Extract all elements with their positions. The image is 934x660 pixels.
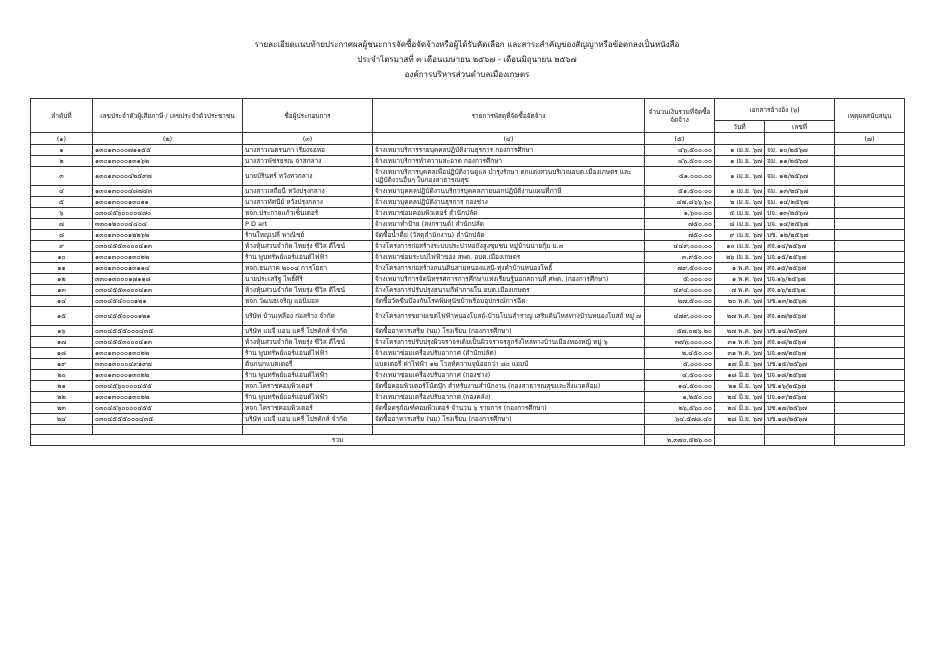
row-docno: บซ. ๑๒/๒๕๖๗ (765, 230, 835, 241)
table-row (31, 392, 905, 403)
table-row (31, 359, 905, 370)
row-date: ๑ เม.ย. ๖๗ (715, 186, 765, 197)
row-amount: ๒๖,๕๖๐.๐๐ (645, 403, 715, 414)
row-no: ๑๑ (31, 263, 93, 274)
row-no: ๔ (31, 186, 93, 197)
row-vendor: ร้าน พูนทรัพย์แอร์แอนด์ไฟฟ้า (243, 392, 373, 403)
row-amount: ๔,๕๐๐.๐๐ (645, 370, 715, 381)
row-docno: จม. ๑๐/๒๕๖๗ (765, 145, 835, 156)
row-docno: บจ.๑๙/๒๕๖๗ (765, 392, 835, 403)
row-taxid: ๑๓๐๑๓๐๐๐๑๓๑๑๔ (93, 263, 243, 274)
row-no: ๒๒ (31, 392, 93, 403)
row-amount: ๔๔๙,๐๐๐.๐๐ (645, 241, 715, 252)
row-reason (835, 296, 905, 307)
row-no: ๙ (31, 241, 93, 252)
row-item: จัดซื้อครุภัณฑ์คอมพิวเตอร์ จำนวน ๖ รายการ (กองการศึกษา) (373, 403, 645, 414)
row-amount: ๕๗,๐๗๖.๒๐ (645, 326, 715, 337)
row-item: จ้างโครงการปรับปรุงผิวจราจรเดิมเป็นผิวจราจรลูกรังไหล่ทางบ้านเมืองทองหญ้ หมู่ ๖ (373, 337, 645, 348)
table-row (31, 263, 905, 274)
row-no: ๒๐ (31, 370, 93, 381)
col-amount-header: จำนวนเงินรวมที่จัดซื้อจัดจ้าง (645, 99, 715, 133)
row-no: ๑๔ (31, 296, 93, 307)
row-date: ๒๖ เม.ย. ๖๗ (715, 252, 765, 263)
row-item: จัดซื้อน้ำดื่ม (วัสดุสำนักงาน) สำนักปลัด (373, 230, 645, 241)
col-docno-header: เลขที่ (765, 121, 835, 133)
row-docno: สจ.๑๖/๒๕๖๗ (765, 285, 835, 296)
row-date: ๓๑ พ.ค. ๖๗ (715, 348, 765, 359)
row-date: ๒๗ พ.ค. ๖๗ (715, 307, 765, 326)
col-taxid-number: (๒) (93, 133, 243, 145)
col-docref-header: เอกสารอ้างอิง (๖) (715, 99, 835, 121)
row-taxid: ๐๓๐๔๕๖๐๐๐๐๔๕๕ (93, 381, 243, 392)
row-amount: ๗๙,๕๐๐.๐๐ (645, 263, 715, 274)
row-vendor: หจก.วัฒนธเจริญ แอนิมอล (243, 296, 373, 307)
row-vendor: ร้าน พูนทรัพย์แอร์แอนด์ไฟฟ้า (243, 348, 373, 359)
row-date: ๑๐ เม.ย. ๖๗ (715, 241, 765, 252)
row-reason (835, 230, 905, 241)
row-taxid: ๐๓๐๔๕๔๐๐๐๑๒๑ (93, 296, 243, 307)
row-amount: ๖๔,๕๗๘.๔๐ (645, 414, 715, 425)
row-taxid: ๑๓๐๑๓๐๐๐๑๒๒๖๒ (93, 230, 243, 241)
row-vendor: ห้างหุ้นส่วนจำกัด ไทยรุ่ง ซีวิล ดีไซน์ (243, 285, 373, 296)
row-vendor: นางสาวเนตรนภา เรียงจอหอ (243, 145, 373, 156)
row-item: จ้างเหมาซ่อมเครื่องปรับอากาศ (กองช่าง) (373, 370, 645, 381)
row-taxid: ๓๓๐๑๓๐๐๐๔๙๑๙๗ (93, 359, 243, 370)
doc-title: รายละเอียดแนบท้ายประกาศผลผู้ชนะการจัดซื้อจัดจ้างหรือผู้ได้รับคัดเลือก และสาระสำคัญของสัญญาหรือข้อตกลงเป็นหนังสือ (254, 40, 680, 49)
table-row (31, 241, 905, 252)
table-row (31, 197, 905, 208)
row-taxid: ๐๓๐๔๕๕๐๐๐๐๑๒๑ (93, 307, 243, 326)
row-item: จ้างเหมาบริการรายบุคคลปฏิบัติงานธุรการ กองการศึกษา (373, 145, 645, 156)
col-reason-number: (๗) (835, 133, 905, 145)
row-docno: จม. ๑๓/๒๕๖๗ (765, 186, 835, 197)
row-date: ๒ เม.ย. ๖๗ (715, 197, 765, 208)
table-row (31, 285, 905, 296)
row-docno: จม. ๑๒/๒๕๖๗ (765, 167, 835, 186)
row-no: ๑๖ (31, 326, 93, 337)
row-docno: สจ.๑๘/๒๕๖๗ (765, 337, 835, 348)
row-date: ๙ เม.ย. ๖๗ (715, 230, 765, 241)
row-date: ๗ พ.ค. ๖๗ (715, 285, 765, 296)
row-reason (835, 370, 905, 381)
table-row (31, 403, 905, 414)
row-no: ๗ (31, 219, 93, 230)
row-item: จัดซื้ออาหารเสริม (นม) โรงเรียน (กองการศึกษา) (373, 414, 645, 425)
row-no: ๒๓ (31, 403, 93, 414)
row-item: จัดซื้อวัคซีนป้องกันโรคพิษสุนัขบ้าพร้อมอุปกรณ์การฉีด (373, 296, 645, 307)
row-taxid: ๐๓๐๔๕๖๐๐๐๐๔๕๕ (93, 403, 243, 414)
col-reason-header: เหตุผลสนับสนุน (835, 99, 905, 133)
row-item: จ้างเหมาซ่อมคอมพิวเตอร์ สำนักปลัด (373, 208, 645, 219)
row-docno: บจ.๑๗/๒๕๖๗ (765, 348, 835, 359)
row-vendor: P D art (243, 219, 373, 230)
row-taxid: ๑๓๐๑๓๐๐๐๑๓๐๑๑ (93, 197, 243, 208)
row-docno: บจ. ๑๔/๒๕๖๗ (765, 219, 835, 230)
row-reason (835, 197, 905, 208)
row-reason (835, 348, 905, 359)
row-taxid: ๓๓๐๑๓๐๐๐๑๗๑๑๘ (93, 274, 243, 285)
row-taxid: ๑๓๐๑๓๐๐๐๔๒๕๙๗ (93, 167, 243, 186)
total-amount: ๒,๓๗๐,๕๒๖.๐๐ (645, 435, 715, 446)
row-no: ๒๔ (31, 414, 93, 425)
row-docno: สจ.๑๔/๒๕๖๗ (765, 241, 835, 252)
table-row (31, 156, 905, 167)
row-docno: บจ.๑๖/๒๕๖๗ (765, 274, 835, 285)
procurement-table (30, 98, 905, 446)
row-vendor: นายประเสริฐ โพธิ์ศิริ (243, 274, 373, 285)
row-reason (835, 414, 905, 425)
table-row (31, 370, 905, 381)
row-reason (835, 381, 905, 392)
row-amount: ๕๑,๕๐๐.๐๐ (645, 186, 715, 197)
row-docno: บซ.๑๕/๒๕๖๗ (765, 359, 835, 370)
table-body (31, 145, 905, 425)
row-amount: ๗๕๐.๐๐ (645, 219, 715, 230)
row-item: จ้างโครงการปรับปรุงสนามกีฬาภายใน อบต.เมืองเกษตร (373, 285, 645, 296)
row-taxid: ๑๓๐๑๓๐๐๐๑๓๐๒๒ (93, 370, 243, 381)
row-docno: บจ. ๑๓/๒๕๖๗ (765, 208, 835, 219)
row-item: จ้างโครงการก่อสร้างถนนดินสายหนองแสนิ-ทุ่งคำบ้านหนองโพธิ์ (373, 263, 645, 274)
row-vendor: หจก.โคราชคอมพิวเตอร์ (243, 403, 373, 414)
row-reason (835, 359, 905, 370)
row-date: ๒๗ พ.ค. ๖๗ (715, 326, 765, 337)
row-docno: สจ.๑๕/๒๕๖๗ (765, 263, 835, 274)
row-item: จ้างเหมาบริการบุคคลเพื่อปฏิบัติงานดูแล บำรุงรักษา ตกแต่งสวนบริเวณอบต.เมืองเกษตร และปฏิบัติงานอื่นๆ ในกองสาธารณสุข (373, 167, 645, 186)
row-reason (835, 307, 905, 326)
row-docno: บซ.๑๘/๒๕๖๗ (765, 414, 835, 425)
row-vendor: หจก.ประกายแก้วเซ็นเตอร์ (243, 208, 373, 219)
row-no: ๖ (31, 208, 93, 219)
row-vendor: ร้าน พูนทรัพย์แอร์แอนด์ไฟฟ้า (243, 370, 373, 381)
row-vendor: หจก.ธนภาค ๒๐๐๔ การโยธา (243, 263, 373, 274)
col-no-number: (๑) (31, 133, 93, 145)
col-docno-number (765, 133, 835, 145)
col-item-number: (๔) (373, 133, 645, 145)
row-no: ๑๕ (31, 307, 93, 326)
total-row (31, 435, 905, 446)
row-no: ๓ (31, 167, 93, 186)
row-item: แบตเตอรี่ ค่าไฟฟ้า ๑๒ โวลท์ความจุน้อยกว่า ๘๐ แอมป์ (373, 359, 645, 370)
table-row (31, 307, 905, 326)
row-vendor: ต้นกนกแบตเตอรี่ (243, 359, 373, 370)
row-docno: บซ.๑๗/๒๕๖๗ (765, 403, 835, 414)
row-no: ๕ (31, 197, 93, 208)
row-date: ๑ เม.ย. ๖๗ (715, 156, 765, 167)
row-docno: จม. ๑๔/๒๕๖๗ (765, 197, 835, 208)
col-date-header: วันที่ (715, 121, 765, 133)
col-no-header: ลำดับที่ (31, 99, 93, 133)
row-date: ๒๔ มิ.ย. ๖๗ (715, 403, 765, 414)
row-docno: จม. ๑๑/๒๕๖๗ (765, 156, 835, 167)
row-amount: ๔๗๙,๐๐๐.๐๐ (645, 307, 715, 326)
table-row (31, 145, 905, 156)
row-reason (835, 403, 905, 414)
row-date: ๒๐ พ.ค. ๖๗ (715, 296, 765, 307)
row-item: จ้างเหมาบุคคลปฏิบัติงานธุรการ กองช่าง (373, 197, 645, 208)
row-reason (835, 167, 905, 186)
row-taxid: ๓๓๐๑๒๐๐๐๔๔๐๔ (93, 219, 243, 230)
row-reason (835, 326, 905, 337)
row-docno: บซ.๑๔/๒๕๖๗ (765, 326, 835, 337)
row-item: จ้างโครงการก่อสร้างระบบประปาหอถังสูงชุมชน หมู่บ้านนายกุ้ม ม.๓ (373, 241, 645, 252)
row-taxid: ๑๓๐๑๓๐๐๐๗๑๑๕๕ (93, 145, 243, 156)
row-reason (835, 241, 905, 252)
row-date: ๕ เม.ย. ๖๗ (715, 208, 765, 219)
row-amount: ๓๗๖,๐๐๐.๐๐ (645, 337, 715, 348)
row-vendor: หจก.โคราชคอมพิวเตอร์ (243, 381, 373, 392)
row-amount: ๔๖,๕๐๐.๐๐ (645, 145, 715, 156)
row-docno: บจ.๑๕/๒๕๖๗ (765, 252, 835, 263)
row-date: ๘ เม.ย. ๖๗ (715, 219, 765, 230)
row-amount: ๗๕๐.๐๐ (645, 230, 715, 241)
row-reason (835, 392, 905, 403)
row-date: ๑ เม.ย. ๖๗ (715, 167, 765, 186)
row-item: จ้างเหมาบริการทำความสะอาด กองการศึกษา (373, 156, 645, 167)
row-taxid: ๐๓๐๔๕๖๐๐๐๐๔๗๐ (93, 208, 243, 219)
row-taxid: ๑๓๐๑๓๐๐๐๑๓๑๖๒ (93, 156, 243, 167)
row-date: ๒๔ มิ.ย. ๖๗ (715, 392, 765, 403)
col-date-number (715, 133, 765, 145)
row-taxid: ๐๓๐๔๕๕๓๐๐๐๔๑๓ (93, 241, 243, 252)
row-vendor: บริษัท แมจี แอน แครี่ โปรดักส์ จำกัด (243, 414, 373, 425)
table-row (31, 167, 905, 186)
col-vendor-header: ชื่อผู้ประกอบการ (243, 99, 373, 133)
row-taxid: ๐๓๐๔๕๕๓๐๐๐๔๑๓ (93, 337, 243, 348)
row-item: จัดซื้ออาหารเสริม (นม) โรงเรียน (กองการศึกษา) (373, 326, 645, 337)
row-vendor: ร้าน พูนทรัพย์แอร์แอนด์ไฟฟ้า (243, 252, 373, 263)
row-no: ๑๒ (31, 274, 93, 285)
row-amount: ๕,๐๐๐.๐๐ (645, 274, 715, 285)
table-row (31, 252, 905, 263)
row-vendor: นางสาวพัชรธรณ จ่าสกลาง (243, 156, 373, 167)
col-taxid-header: เลขประจำตัวผู้เสียภาษี / เลขประจำตัวประชาชน (93, 99, 243, 133)
row-docno: บซ.๑๖/๒๕๖๗ (765, 381, 835, 392)
row-reason (835, 145, 905, 156)
row-date: ๓๑ พ.ค. ๖๗ (715, 337, 765, 348)
row-no: ๘ (31, 230, 93, 241)
row-no: ๑๗ (31, 337, 93, 348)
table-row (31, 381, 905, 392)
row-item: จ้างเหมาซ่อมเครื่องปรับอากาศ (สำนักปลัด) (373, 348, 645, 359)
table-row (31, 230, 905, 241)
table-row (31, 326, 905, 337)
row-date: ๑๘ มิ.ย. ๖๗ (715, 370, 765, 381)
row-item: จ้างเหมาบุคคลปฏิบัติงานบริการบุคคลภายนอกปฏิบัติงานแผนที่ภาษี (373, 186, 645, 197)
row-reason (835, 156, 905, 167)
row-vendor: ห้างหุ้นส่วนจำกัด ไทยรุ่ง ซีวิล ดีไซน์ (243, 241, 373, 252)
row-vendor: บริษัท บ้านเหลือง ก่อสร้าง จำกัด (243, 307, 373, 326)
row-amount: ๕,๐๐๐.๐๐ (645, 359, 715, 370)
row-item: จ้างเหมาซ่อมระบบไฟฟ้าของ สพด. อบต.เมืองเกษตร (373, 252, 645, 263)
blank-row (31, 425, 905, 435)
row-date: ๒๑ มิ.ย. ๖๗ (715, 381, 765, 392)
row-vendor: ร้านใหญ่เปลี่ พาณิชย์ (243, 230, 373, 241)
row-date: ๒๘ มิ.ย. ๖๗ (715, 414, 765, 425)
row-vendor: นางสาวเสถียนี หวังปรุงกลาง (243, 186, 373, 197)
row-amount: ๔๖,๕๐๐.๐๐ (645, 156, 715, 167)
row-no: ๑๐ (31, 252, 93, 263)
row-reason (835, 274, 905, 285)
row-reason (835, 337, 905, 348)
row-no: ๒๑ (31, 381, 93, 392)
row-amount: ๔๗,๘๖๖.๖๐ (645, 197, 715, 208)
row-amount: ๒๗,๕๐๐.๐๐ (645, 296, 715, 307)
table-row (31, 208, 905, 219)
row-item: จ้างเหมาบริการจัดนิทรรศการการศึกษาแห่งเรียนรู้นอกสถานที่ ศพด. (กองการศึกษา) (373, 274, 645, 285)
table-row (31, 296, 905, 307)
doc-period: ประจำไตรมาสที่ ๓ เดือนเมษายน ๒๕๖๗ - เดือนมิถุนายน ๒๕๖๗ (357, 55, 577, 64)
row-item: จ้างโครงการขยายเขตไฟฟ้าหนองโบสถ์-บ้านโนนสำราญ เสริมดินไหล่ทางบ้านหนองโบสถ์ หมู่ ๗ (373, 307, 645, 326)
row-date: ๑ พ.ค. ๖๗ (715, 274, 765, 285)
table-row (31, 348, 905, 359)
row-no: ๑๙ (31, 359, 93, 370)
table-row (31, 186, 905, 197)
row-vendor: นางสาวทัศนีย์ หวังปรุงกลาง (243, 197, 373, 208)
row-date: ๑ เม.ย. ๖๗ (715, 145, 765, 156)
row-amount: ๔๙๔,๐๐๐.๐๐ (645, 285, 715, 296)
row-item: จัดซื้อคอมพิวเตอร์โน้ตบุ๊ก สำหรับงานสำนักงาน (กองสาธารณสุขและสิ่งแวดล้อม) (373, 381, 645, 392)
table-row (31, 414, 905, 425)
row-reason (835, 263, 905, 274)
col-amount-number: (๕) (645, 133, 715, 145)
row-reason (835, 186, 905, 197)
row-vendor: นายบัรินทร์ หวังทวกลาง (243, 167, 373, 186)
row-no: ๑ (31, 145, 93, 156)
row-reason (835, 285, 905, 296)
table-row (31, 274, 905, 285)
row-amount: ๑,๒๕๐.๐๐ (645, 392, 715, 403)
row-docno: บจ.๑๘/๒๕๖๗ (765, 370, 835, 381)
row-item: จ้างเหมาทำป้าย (สงกรานต์) สำนักปลัด (373, 219, 645, 230)
row-no: ๑๘ (31, 348, 93, 359)
row-taxid: ๑๓๐๑๓๐๐๐๔๘๗๔๓ (93, 186, 243, 197)
row-date: ๑ พ.ค. ๖๗ (715, 263, 765, 274)
row-no: ๑๓ (31, 285, 93, 296)
row-vendor: บริษัท แมจี แอน แครี่ โปรดักส์ จำกัด (243, 326, 373, 337)
row-taxid: ๑๓๐๑๓๐๐๐๑๓๐๒๒ (93, 392, 243, 403)
row-amount: ๑,๖๐๐.๐๐ (645, 208, 715, 219)
row-no: ๒ (31, 156, 93, 167)
row-taxid: ๐๓๐๔๕๕๕๐๐๐๔๓๕ (93, 414, 243, 425)
table-row (31, 219, 905, 230)
row-taxid: ๑๓๐๑๓๐๐๐๑๓๐๒๒ (93, 348, 243, 359)
row-amount: ๕๑,๐๐๐.๐๐ (645, 167, 715, 186)
row-amount: ๑๔,๕๐๐.๐๐ (645, 381, 715, 392)
row-taxid: ๐๓๐๔๕๕๕๐๐๐๔๓๕ (93, 326, 243, 337)
col-item-header: รายการพัสดุที่จัดซื้อจัดจ้าง (373, 99, 645, 133)
row-amount: ๒,๔๕๐.๐๐ (645, 348, 715, 359)
row-taxid: ๑๓๐๑๓๐๐๐๑๓๐๒๒ (93, 252, 243, 263)
row-amount: ๓,๙๕๐.๐๐ (645, 252, 715, 263)
doc-organization: องค์การบริหารส่วนตำบลเมืองเกษตร (404, 70, 530, 79)
row-vendor: ห้างหุ้นส่วนจำกัด ไทยรุ่ง ซีวิล ดีไซน์ (243, 337, 373, 348)
row-docno: สจ.๑๗/๒๕๖๗ (765, 307, 835, 326)
row-reason (835, 252, 905, 263)
row-docno: บซ.๑๓/๒๕๖๗ (765, 296, 835, 307)
row-date: ๑๗ มิ.ย. ๖๗ (715, 359, 765, 370)
col-vendor-number: (๓) (243, 133, 373, 145)
table-row (31, 337, 905, 348)
row-item: จ้างเหมาซ่อมเครื่องปรับอากาศ (กองคลัง) (373, 392, 645, 403)
row-taxid: ๐๓๐๔๕๕๓๐๐๐๔๑๓ (93, 285, 243, 296)
row-reason (835, 219, 905, 230)
total-label: รวม (31, 435, 645, 446)
row-reason (835, 208, 905, 219)
